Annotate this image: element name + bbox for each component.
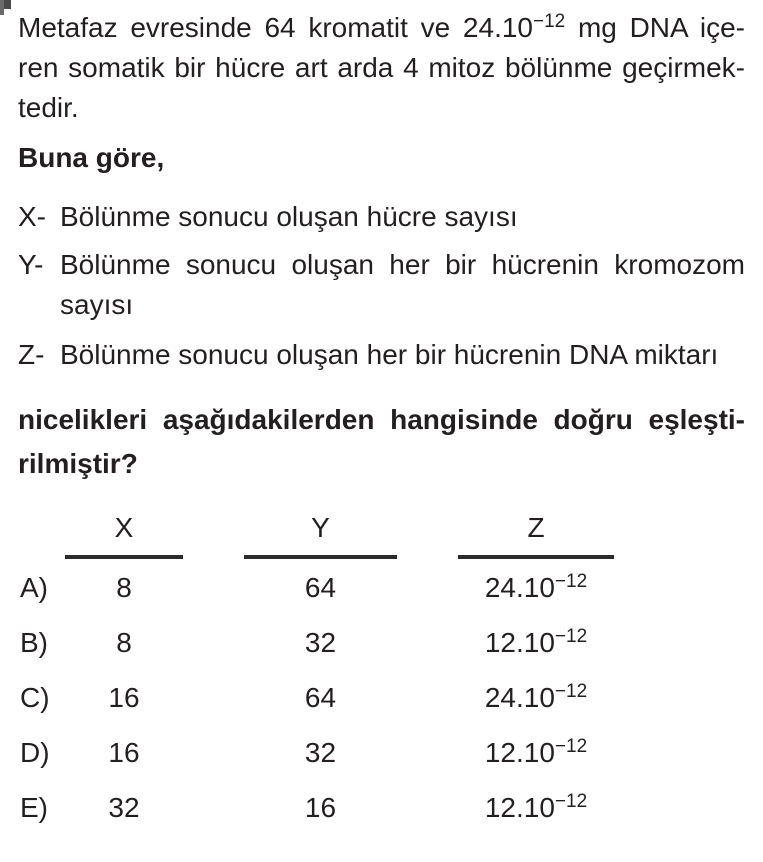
option-row-d — [20, 733, 745, 773]
option-row-b — [20, 623, 745, 663]
intro-line-3: tedir. — [18, 92, 79, 123]
superscript-exponent: −12 — [554, 681, 588, 702]
option-value-z-base: 12.10 — [484, 792, 555, 823]
option-value-y: 32 — [304, 627, 337, 658]
intro-line-1-tail: mg DNA içe- — [565, 12, 745, 43]
intro-line-1-text: Metafaz evresinde 64 kromatit ve 24.10 — [18, 12, 533, 43]
option-letter: C) — [20, 682, 50, 713]
option-letter: A) — [20, 572, 48, 603]
option-value-z-base: 12.10 — [484, 737, 555, 768]
option-value-y: 64 — [304, 572, 337, 603]
stem-line-1: nicelikleri aşağıdakilerden hangisinde doğru eşleşti- — [18, 404, 745, 435]
question-intro — [18, 8, 745, 128]
lead-in-text: Buna göre, — [18, 142, 165, 173]
intro-line-1 — [18, 8, 745, 48]
option-row-e — [20, 788, 745, 828]
superscript-exponent: −12 — [554, 791, 588, 812]
option-value-z — [458, 623, 614, 663]
option-value-z — [458, 568, 614, 608]
option-value-z — [458, 788, 614, 828]
superscript-exponent: −12 — [554, 571, 588, 592]
item-x-label: X- — [18, 201, 46, 232]
column-header-x: X — [65, 508, 183, 559]
item-y-text-line-2: sayısı — [60, 289, 134, 320]
superscript-exponent: −12 — [554, 736, 588, 757]
scan-artifact — [0, 0, 4, 15]
option-value-y: 64 — [304, 682, 337, 713]
answer-table — [18, 508, 745, 828]
superscript-exponent: −12 — [533, 11, 566, 32]
option-value-z — [458, 678, 614, 718]
superscript-exponent: −12 — [554, 626, 588, 647]
option-row-a — [20, 568, 745, 608]
item-z — [18, 335, 745, 375]
option-value-x: 8 — [116, 572, 132, 603]
option-letter: E) — [20, 792, 48, 823]
item-y — [18, 245, 745, 325]
question-stem — [18, 398, 745, 486]
option-row-c — [20, 678, 745, 718]
option-value-z-base: 24.10 — [484, 682, 555, 713]
item-z-text: Bölünme sonucu oluşan her bir hücrenin DNA miktarı — [60, 339, 719, 370]
answer-table-header — [65, 508, 745, 559]
stem-line-2: rilmiştir? — [18, 448, 138, 479]
column-header-z: Z — [458, 508, 614, 559]
option-value-z-base: 24.10 — [484, 572, 555, 603]
option-value-x: 16 — [108, 682, 140, 713]
item-z-label: Z- — [18, 339, 45, 370]
column-header-y: Y — [244, 508, 397, 559]
item-x-text: Bölünme sonucu oluşan hücre sayısı — [60, 201, 518, 232]
option-letter: B) — [20, 627, 48, 658]
item-y-text-line-1: Bölünme sonucu oluşan her bir hücrenin kromozom — [60, 249, 745, 280]
option-value-x: 8 — [116, 627, 132, 658]
option-value-z-base: 12.10 — [484, 627, 555, 658]
intro-line-2: ren somatik bir hücre art arda 4 mitoz bölünme geçirmek- — [18, 52, 745, 83]
option-value-z — [458, 733, 614, 773]
option-value-y: 32 — [304, 737, 337, 768]
item-y-label: Y- — [18, 249, 44, 280]
option-value-x: 32 — [108, 792, 140, 823]
option-value-y: 16 — [304, 792, 337, 823]
item-x — [18, 197, 745, 237]
option-letter: D) — [20, 737, 50, 768]
option-value-x: 16 — [108, 737, 140, 768]
